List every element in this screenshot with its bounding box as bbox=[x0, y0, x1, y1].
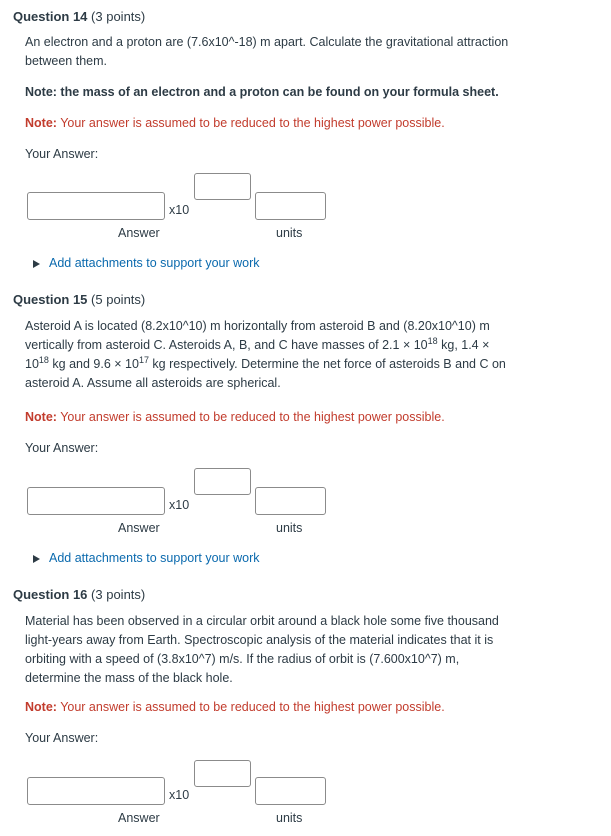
units-input[interactable] bbox=[255, 192, 326, 220]
expand-triangle-icon bbox=[33, 260, 40, 268]
x10-label: x10 bbox=[169, 788, 190, 802]
question-text: Material has been observed in a circular orbit around a black hole some five thousand light-years away from Earth. Spectroscopic analysis of the material indicates that it is orbiting with a speed of (3.8x10^7) m/s. If the radius of orbit is (7.600x10^7) m, determine the mass of the black hole. bbox=[25, 614, 499, 685]
your-answer-label: Your Answer: bbox=[25, 147, 99, 161]
your-answer-label: Your Answer: bbox=[25, 731, 99, 745]
units-input[interactable] bbox=[255, 777, 326, 805]
units-label: units bbox=[276, 226, 303, 240]
question-number: Question 15 bbox=[13, 292, 88, 307]
answer-input[interactable] bbox=[27, 487, 165, 515]
formula-note: Note: the mass of an electron and a proton can be found on your formula sheet. bbox=[25, 85, 499, 99]
question-text: Asteroid A is located (8.2x10^10) m horizontally from asteroid B and (8.20x10^10) m vertically from asteroid C. Asteroids A, B, and C have masses of $2.1 \times 10^{18}$ kg, $1.4 \times 10^{18}$ kg and $9.6 \times 10^{17}$ kg respectively. Determine the net force of asteroids B and C on asteroid A. Assume all asteroids are spherical. bbox=[25, 319, 506, 390]
x10-label: x10 bbox=[169, 498, 190, 512]
question-title bbox=[13, 585, 603, 604]
answer-label: Answer bbox=[118, 226, 160, 240]
question-number: Question 14 bbox=[13, 9, 88, 24]
exponent-input[interactable] bbox=[194, 468, 251, 495]
add-attachments-link[interactable]: Add attachments to support your work bbox=[33, 254, 260, 273]
units-label: units bbox=[276, 811, 303, 825]
exponent-input[interactable] bbox=[194, 173, 251, 200]
question-title bbox=[13, 290, 603, 309]
exponent-input[interactable] bbox=[194, 760, 251, 787]
answer-input[interactable] bbox=[27, 777, 165, 805]
answer-label: Answer bbox=[118, 811, 160, 825]
add-attachments-link[interactable]: Add attachments to support your work bbox=[33, 549, 260, 568]
units-label: units bbox=[276, 521, 303, 535]
power-note: Note: Your answer is assumed to be reduced to the highest power possible. bbox=[25, 410, 445, 424]
question-title bbox=[13, 7, 603, 26]
power-note: Note: Your answer is assumed to be reduced to the highest power possible. bbox=[25, 700, 445, 714]
your-answer-label: Your Answer: bbox=[25, 441, 99, 455]
question-text: An electron and a proton are (7.6x10^-18) m apart. Calculate the gravitational attraction between them. bbox=[25, 35, 509, 68]
question-points: (5 points) bbox=[91, 292, 146, 307]
units-input[interactable] bbox=[255, 487, 326, 515]
answer-input[interactable] bbox=[27, 192, 165, 220]
question-number: Question 16 bbox=[13, 587, 88, 602]
x10-label: x10 bbox=[169, 203, 190, 217]
power-note: Note: Your answer is assumed to be reduced to the highest power possible. bbox=[25, 116, 445, 130]
question-points: (3 points) bbox=[91, 587, 146, 602]
answer-label: Answer bbox=[118, 521, 160, 535]
question-points: (3 points) bbox=[91, 9, 146, 24]
expand-triangle-icon bbox=[33, 555, 40, 563]
